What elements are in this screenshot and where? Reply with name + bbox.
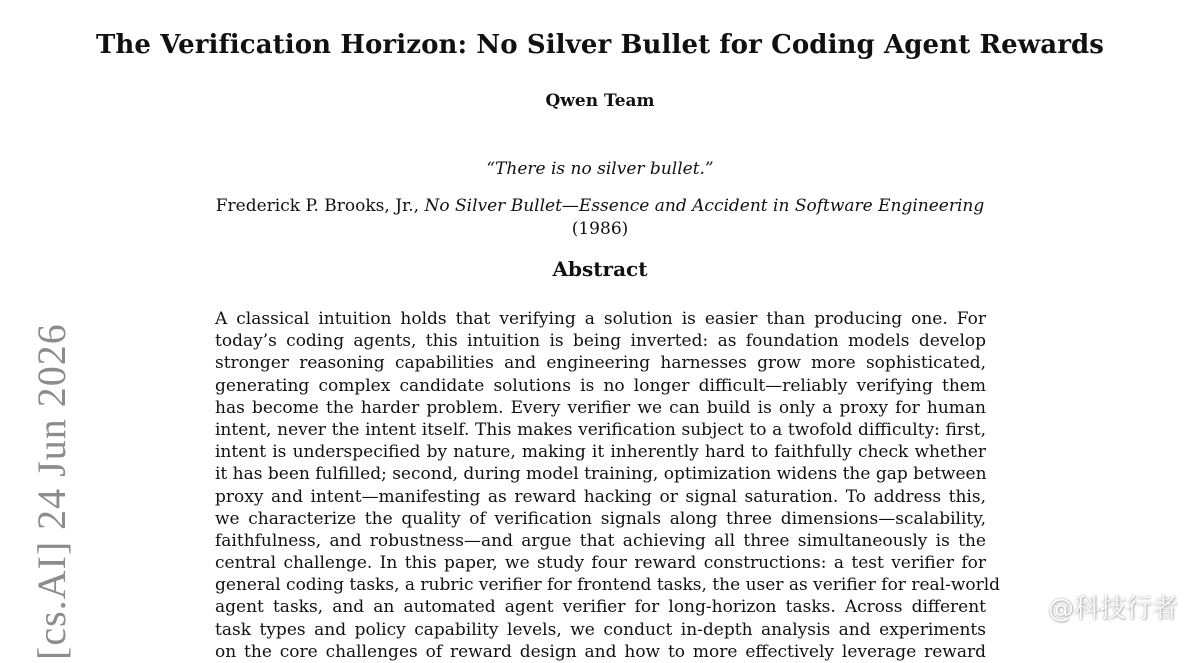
abstract-line: intent, never the intent itself. This makes verification subject to a twofold difficulty: first,: [215, 419, 986, 440]
epigraph-attribution: [0, 195, 1200, 241]
weibo-logo-icon: [1014, 592, 1044, 622]
abstract-line: proxy and intent—manifesting as reward hacking or signal saturation. To address this,: [215, 486, 986, 507]
arxiv-side-stamp: [cs.AI] 24 Jun 2026: [29, 323, 74, 660]
abstract-line: it has been fulfilled; second, during model training, optimization widens the gap between: [215, 464, 987, 485]
abstract-line: central challenge. In this paper, we study four reward constructions: a test verifier for: [215, 553, 986, 574]
abstract-body: [215, 308, 1001, 663]
watermark: [1014, 588, 1178, 625]
abstract-line: generating complex candidate solutions is no longer difficult—reliably verifying them: [215, 375, 986, 396]
abstract-line: task types and policy capability levels, we conduct in-depth analysis and experiments: [215, 619, 986, 640]
epigraph-quote: “There is no silver bullet.”: [486, 159, 714, 179]
abstract-heading: Abstract: [552, 257, 648, 281]
paper-title: The Verification Horizon: No Silver Bullet for Coding Agent Rewards: [95, 30, 1105, 60]
abstract-line: general coding tasks, a rubric verifier for frontend tasks, the user as verifier for real-world: [215, 575, 1001, 596]
epigraph-attribution-line: [0, 195, 1200, 218]
abstract-line: A classical intuition holds that verifying a solution is easier than producing one. For: [215, 309, 986, 329]
epigraph-year: (1986): [571, 219, 629, 239]
epigraph-source-title: No Silver Bullet—Essence and Accident in Software Engineering: [424, 196, 985, 216]
epigraph-author: Frederick P. Brooks, Jr.,: [215, 196, 425, 216]
abstract-line: stronger reasoning capabilities and engineering harnesses grow more sophisticated,: [215, 353, 986, 374]
abstract-line: faithfulness, and robustness—and argue that achieving all three simultaneously is the: [215, 530, 986, 551]
watermark-text: @科技行者: [1047, 594, 1178, 624]
paper-authors: Qwen Team: [545, 91, 655, 111]
abstract-line: we characterize the quality of verification signals along three dimensions—scalability,: [215, 508, 986, 529]
abstract-line: on the core challenges of reward design and how to more effectively leverage reward: [215, 641, 986, 662]
abstract-line: agent tasks, and an automated agent verifier for long-horizon tasks. Across different: [215, 597, 986, 618]
abstract-line: has become the harder problem. Every verifier we can build is only a proxy for human: [215, 397, 986, 418]
abstract-line: intent is underspecified by nature, making it inherently hard to faithfully check whether: [215, 442, 986, 463]
abstract-line: today’s coding agents, this intuition is being inverted: as foundation models develop: [215, 331, 986, 352]
